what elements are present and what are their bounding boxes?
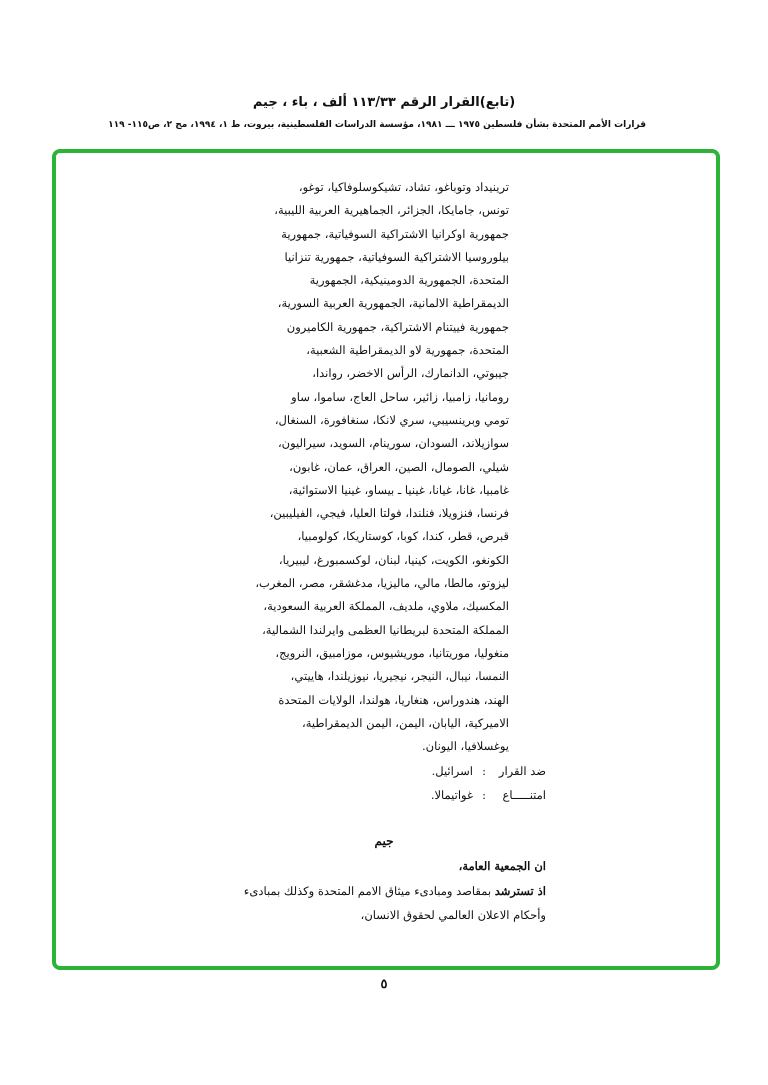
list-line: المتحدة، جمهورية لاو الديمقراطية الشعبية، [306, 343, 509, 358]
list-line: سوازيلاند، السودان، سورينام، السويد، سيراليون، [277, 436, 509, 451]
assembly-line: ان الجمعية العامة، [458, 859, 546, 873]
list-line: غامبيا، غانا، غيانا، غينيا ـ بيساو، غينيا الاستوائية، [288, 482, 509, 497]
list-line: يوغسلافيا، اليونان. [421, 739, 509, 754]
list-line: الهند، هندوراس، هنغاريا، هولندا، الولايات المتحدة [278, 692, 509, 707]
section-heading: جيم [374, 834, 394, 848]
list-line: جمهورية اوكرانيا الاشتراكية السوفياتية، جمهورية [281, 226, 509, 241]
vote-against-row [346, 764, 546, 784]
list-line: ليزوتو، مالطا، مالي، ماليزيا، مدغشقر، مصر، المغرب، [255, 576, 509, 591]
voting-countries-list [213, 176, 509, 758]
vote-abstain-label: امتنـــــاع [502, 788, 546, 802]
list-line: الاميركية، اليابان، اليمن، اليمن الديمقراطية، [301, 715, 509, 730]
page-number: ٥ [380, 977, 388, 992]
guided-line [244, 884, 546, 898]
list-line: جمهورية فييتنام الاشتراكية، جمهورية الكاميرون [286, 319, 509, 334]
list-line: فرنسا، فنزويلا، فنلندا، فولتا العليا، فيجي، الفيليبين، [269, 506, 509, 521]
list-line: المتحدة، الجمهورية الدومينيكية، الجمهورية [309, 273, 509, 288]
list-line: رومانيا، زامبيا، زائير، ساحل العاج، ساموا، ساو [291, 389, 509, 404]
list-line: تومي وبرينسيبي، سري لانكا، سنغافورة، السنغال، [274, 412, 509, 427]
list-line: ترينيداد وتوباغو، تشاد، تشيكوسلوفاكيا، توغو، [298, 180, 509, 194]
list-line: شيلي، الصومال، الصين، العراق، عمان، غابون، [289, 459, 509, 474]
vote-against-value: اسرائيل. [431, 764, 473, 778]
list-line: قبرص، قطر، كندا، كوبا، كوستاريكا، كولومبيا، [297, 529, 509, 544]
vote-abstain-row [346, 788, 546, 808]
vote-abstain-colon: : [482, 788, 486, 802]
list-line: جيبوتي، الدانمارك، الرأس الاخضر، رواندا، [312, 366, 509, 381]
list-line: الديمقراطية الالمانية، الجمهورية العربية السورية، [277, 296, 509, 311]
vote-against-label: ضد القرار [498, 764, 546, 778]
list-line: بيلوروسيا الاشتراكية السوفياتية، جمهورية تنزانيا [284, 249, 509, 264]
vote-against-colon: : [482, 764, 486, 778]
guided-keyword: اذ تسترشد [494, 884, 546, 898]
guided-text: بمقاصد ومبادىء ميثاق الامم المتحدة وكذلك بمبادىء [243, 884, 495, 898]
list-line: النمسا، نيبال، النيجر، نيجيريا، نيوزيلندا، هاييتي، [290, 669, 509, 684]
list-line: تونس، جامايكا، الجزائر، الجماهيرية العربية الليبية، [274, 203, 509, 218]
document-title: (تابع)القرار الرقم ١١٣/٣٣ ألف ، باء ، جيم [252, 95, 516, 110]
vote-abstain-value: غواتيمالا. [430, 788, 473, 802]
list-line: المملكة المتحدة لبريطانيا العظمى وايرلندا الشمالية، [262, 622, 509, 637]
list-line: المكسيك، ملاوي، ملديف، المملكة العربية السعودية، [263, 599, 509, 614]
list-line: الكونغو، الكويت، كينيا، لبنان، لوكسمبورغ، ليبيريا، [278, 552, 509, 567]
declaration-line: وأحكام الاعلان العالمي لحقوق الانسان، [360, 908, 546, 922]
list-line: منغوليا، موريتانيا، موريشيوس، موزامبيق، النرويج، [275, 645, 509, 660]
document-citation: قرارات الأمم المتحدة بشأن فلسطين ١٩٧٥ ـــ ١٩٨١، مؤسسة الدراسات الفلسطينية، بيروت، ط ١، ١٩٩٤، مج ٢، ص١١٥- ١١٩ [108, 120, 646, 130]
